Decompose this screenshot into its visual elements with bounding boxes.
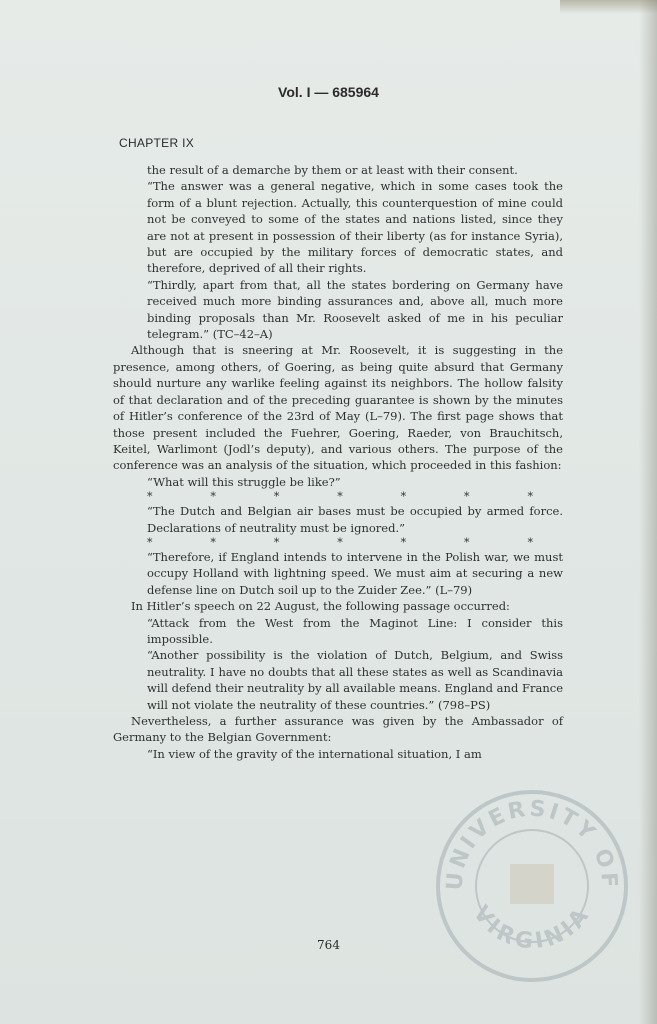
chapter-label: CHAPTER IX bbox=[119, 136, 195, 150]
star-glyph: * bbox=[527, 490, 533, 504]
quote-paragraph: “Attack from the West from the Maginot Line: I consider this impossible. bbox=[147, 615, 563, 646]
page-edge-shadow bbox=[639, 0, 657, 1024]
body-paragraph: In Hitler’s speech on 22 August, the following passage occurred: bbox=[131, 599, 510, 614]
body-paragraph: Although that is sneering at Mr. Roosevelt, it is suggesting in the presence, among others, of Goering, as being quite absurd that Germany should nurture any warlike feeling against its neighbors. The hollow falsity of that declaration and of the preceding guarantee is shown by the minutes of Hitler’s conference of the 23rd of May (L–79). The first page shows that those present included the Fuehrer, Goering, Raeder, von Brauchitsch, Keitel, Warlimont (Jodl’s deputy), and various others. The purpose of the conference was an analysis of the situation, which proceeded in this fashion: bbox=[113, 343, 563, 473]
star-glyph: * bbox=[527, 535, 533, 549]
svg-text:VIRGINIA bbox=[468, 901, 596, 954]
quote-paragraph: “Another possibility is the violation of Dutch, Belgium, and Swiss neutrality. I have no doubts that all these states as well as Scandinavia will defend their neutrality by all available means. England and France will not violate the neutrality of these countries.” (798–PS) bbox=[147, 648, 563, 712]
quote-paragraph: the result of a demarche by them or at least with their consent. bbox=[147, 163, 518, 177]
star-glyph: * bbox=[400, 490, 407, 504]
quote-paragraph: “What will this struggle be like?” bbox=[147, 474, 341, 489]
ellipsis-stars bbox=[113, 490, 563, 503]
star-glyph: * bbox=[337, 490, 343, 504]
quote-paragraph: “Therefore, if England intends to intervene in the Polish war, we must occupy Holland with lightning speed. We must aim at securing a new defense line on Dutch soil up to the Zuider Zee.” (L–79) bbox=[147, 549, 563, 597]
star-glyph: * bbox=[273, 535, 280, 549]
ellipsis-stars bbox=[113, 536, 563, 549]
star-glyph: * bbox=[464, 490, 470, 504]
quote-paragraph: “In view of the gravity of the international situation, I am bbox=[147, 746, 482, 761]
page-number: 764 bbox=[317, 938, 340, 952]
quote-paragraph: “Thirdly, apart from that, all the states bordering on Germany have received much more binding assurances and, above all, much more binding proposals than Mr. Roosevelt asked of me in his peculiar telegram.” (TC–42–A) bbox=[147, 277, 563, 342]
body-paragraph: Nevertheless, a further assurance was given by the Ambassador of Germany to the Belgian Government: bbox=[113, 714, 563, 745]
page-header: Vol. I — 685964 bbox=[278, 84, 379, 100]
seal-text-bottom: VIRGINIA bbox=[467, 901, 597, 955]
star-glyph: * bbox=[210, 535, 216, 549]
star-glyph: * bbox=[273, 490, 280, 504]
star-glyph: * bbox=[337, 535, 343, 549]
seal-text-top: UNIVERSITY OF bbox=[442, 796, 622, 892]
star-glyph: * bbox=[400, 535, 407, 549]
star-glyph: * bbox=[147, 535, 153, 549]
star-glyph: * bbox=[464, 535, 470, 549]
star-glyph: * bbox=[210, 490, 216, 504]
quote-paragraph: “The answer was a general negative, which in some cases took the form of a blunt rejection. Actually, this counterquestion of mine could not be conveyed to some of the states and nations listed, since they are not at present in possession of their liberty (as for instance Syria), but are occupied by the military forces of democratic states, and therefore, deprived of all their rights. bbox=[147, 179, 563, 276]
library-seal-stamp bbox=[432, 786, 632, 986]
quote-paragraph: “The Dutch and Belgian air bases must be occupied by armed force. Declarations of neutrality must be ignored.” bbox=[147, 504, 563, 535]
star-glyph: * bbox=[147, 490, 153, 504]
body-text bbox=[113, 162, 563, 762]
